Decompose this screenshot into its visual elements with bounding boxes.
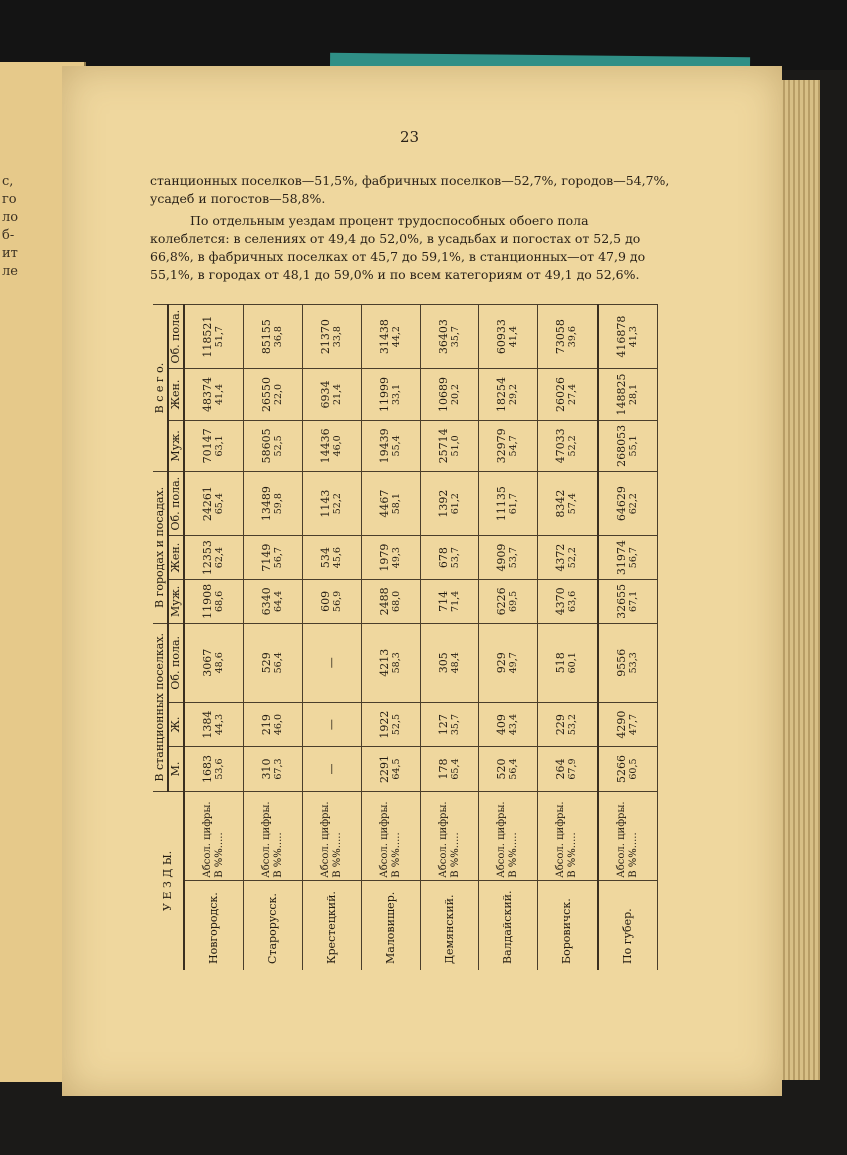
cell-abs: 4372 [554,543,568,572]
cell-pct: 56,9 [332,590,343,612]
table-cell [361,702,420,746]
cell-abs: 229 [554,714,568,736]
table-cell [598,369,658,420]
table-cell [598,702,658,746]
cell-abs: 73058 [554,319,568,355]
table-cell [538,305,598,369]
header-ob: Об. пола. [168,623,184,702]
table-cell [244,579,303,623]
cell-abs: 1979 [377,543,391,572]
cell-abs: 4467 [377,489,391,518]
cell-pct: 53,7 [508,547,520,569]
cell-pct: 53,6 [214,758,226,780]
cell-abs: 409 [495,714,509,736]
table-cell [184,369,244,420]
cell-abs: 6934 [319,380,332,409]
table-row [361,305,420,971]
table-cell [538,536,598,580]
cell-pct: 55,1 [627,435,639,457]
table-cell [184,420,244,471]
table-cell [361,420,420,471]
cell-pct: 51,7 [214,326,226,348]
table-row [538,305,598,971]
cell-pct: 36,8 [273,326,285,348]
cell-abs: 6226 [495,587,509,616]
cell-abs: 1384 [201,710,215,739]
left-margin-text: ит [2,246,18,261]
category-pct: В %%..... [273,832,285,878]
table-cell [598,536,658,580]
table-cell [303,747,362,791]
table-cell [303,536,362,580]
cell-abs: 6340 [260,587,274,616]
cell-abs: 2291 [377,755,391,784]
category-pct: В %%..... [214,832,226,878]
header-towns: В городах и посадах. [153,472,168,624]
cell-abs: 518 [554,652,568,674]
cell-abs: 1392 [436,489,450,518]
cell-pct: 44,2 [390,326,402,348]
cell-abs: 47033 [554,428,568,464]
table-cell [420,305,479,369]
category-abs: Абсол. цифры. [320,801,331,878]
cell-abs: — [325,719,338,731]
table-cell [420,747,479,791]
cell-pct: 63,6 [567,590,579,612]
table-cell [244,747,303,791]
table-cell [479,579,538,623]
cell-abs: 118521 [201,315,215,358]
table-row-total [598,305,658,971]
table-cell [303,702,362,746]
cell-abs: 3067 [201,648,215,677]
cell-pct: 41,4 [214,383,226,406]
cell-abs: 26550 [260,376,274,412]
table-cell [420,536,479,580]
header-ob: Об. пола. [168,305,184,369]
table-body [184,305,658,971]
cell-abs: 14436 [319,428,332,464]
cell-abs: 529 [260,652,274,674]
table-cell [184,305,244,369]
table-cell [184,536,244,580]
category-pct: В %%..... [390,832,402,878]
cell-pct: 21,4 [332,383,343,406]
cell-abs: 31974 [614,540,628,576]
cell-pct: 48,6 [214,652,226,674]
cell-pct: 65,4 [214,493,226,515]
cell-pct: 41,4 [508,326,520,348]
cell-abs: 32655 [614,583,628,619]
category-abs: Абсол. цифры. [615,801,627,878]
table-cell [303,420,362,471]
category-label [184,791,244,880]
cell-abs: 11908 [201,583,215,619]
cell-pct: 39,6 [567,326,579,348]
category-abs: Абсол. цифры. [555,801,567,878]
cell-abs: 36403 [436,319,450,355]
cell-abs: 4909 [495,543,509,572]
cell-pct: 58,1 [390,493,402,515]
cell-abs: 678 [436,547,450,569]
cell-pct: 56,7 [627,547,639,569]
cell-abs: 64629 [614,486,628,522]
header-muzh: Муж. [168,579,184,623]
header-uezdy: У Е З Д Ы. [153,791,184,970]
cell-pct: 53,7 [449,547,461,569]
table-cell [420,472,479,536]
table-row [244,305,303,971]
cell-pct: 20,2 [449,383,461,406]
uezd-name: Новгородск. [184,880,244,970]
cell-abs: 9556 [614,648,628,677]
cell-pct: 53,2 [567,713,579,736]
category-label [303,791,362,880]
category-label [361,791,420,880]
table-cell [479,702,538,746]
cell-pct: 49,3 [390,547,402,569]
cell-abs: 7149 [260,543,274,572]
table-cell [303,369,362,420]
table-cell [479,747,538,791]
cell-abs: 31438 [377,319,391,355]
cell-abs: 609 [319,590,332,612]
category-pct: В %%..... [449,832,461,878]
table-cell [538,579,598,623]
left-margin-text: ле [2,264,18,279]
table-cell [184,579,244,623]
cell-pct: 44,3 [214,713,226,736]
cell-abs: 11135 [495,486,509,522]
cell-abs: 18254 [495,376,509,412]
paragraph: По отдельным уездам процент трудоспособных обоего пола колеблется: в селениях от 49,4 до 52,0%, в усадьбах и погостах от 52,5 до 66,8%, в фабричных поселках от 45,7 до 59,1%, в станционных—от 47,9 до 55,1%, в городах от 48,1 до 59,0% и по всем категориям от 49,1 до 52,6%. [150,213,646,282]
cell-pct: 58,3 [390,652,402,674]
left-margin-text: б- [2,228,15,243]
table-cell [598,623,658,702]
cell-abs: 4370 [554,587,568,616]
cell-abs: 127 [436,714,450,736]
table-cell [538,369,598,420]
cell-pct: 35,7 [449,713,461,736]
table-cell [479,472,538,536]
table-cell [598,420,658,471]
table-cell [361,472,420,536]
statistics-table-rotated [153,304,658,970]
cell-abs: 48374 [201,376,215,412]
cell-abs: 178 [436,758,450,780]
cell-pct: 33,8 [332,326,343,348]
cell-abs: 13489 [260,486,274,522]
table-cell [598,472,658,536]
cell-pct: 41,3 [627,326,639,348]
table-cell [244,305,303,369]
category-pct: В %%..... [627,832,639,878]
table-row [420,305,479,971]
cell-abs: 4290 [614,710,628,739]
cell-pct: 48,4 [449,652,461,674]
header-zhen: Жен. [168,369,184,420]
cell-pct: 45,6 [332,547,343,569]
cell-abs: — [325,657,338,669]
cell-pct: 56,4 [508,758,520,780]
cell-pct: 65,4 [449,758,461,780]
table-row [479,305,538,971]
cell-pct: 67,3 [273,758,285,780]
header-m: М. [168,747,184,791]
table-cell [361,536,420,580]
table-cell [361,305,420,369]
cell-abs: — [325,763,338,775]
cell-pct: 29,2 [508,383,520,406]
table-cell [538,747,598,791]
category-label [598,791,658,880]
cell-pct: 52,5 [390,713,402,736]
cell-abs: 520 [495,758,509,780]
cell-pct: 35,7 [449,326,461,348]
cell-abs: 310 [260,758,274,780]
table-cell [479,305,538,369]
cell-abs: 1683 [201,755,215,784]
category-abs: Абсол. цифры. [261,801,273,878]
cell-pct: 64,4 [273,590,285,612]
cell-abs: 4213 [377,648,391,677]
table-cell [184,623,244,702]
table-cell [538,472,598,536]
cell-pct: 62,4 [214,547,226,569]
cell-pct: 55,4 [390,435,402,457]
cell-abs: 24261 [201,486,215,522]
table-cell [244,623,303,702]
cell-abs: 58605 [260,428,274,464]
cell-pct: 46,0 [273,713,285,736]
cell-pct: 60,1 [567,652,579,674]
cell-pct: 64,5 [390,758,402,780]
header-zh: Ж. [168,702,184,746]
category-abs: Абсол. цифры. [378,801,390,878]
cell-abs: 1143 [319,489,332,518]
cell-abs: 12353 [201,540,215,576]
cell-pct: 22,0 [273,383,285,406]
cell-pct: 67,1 [627,590,639,612]
statistics-table [153,304,658,970]
cell-abs: 19439 [377,428,391,464]
uezd-name: Маловишер. [361,880,420,970]
cell-abs: 11999 [377,376,391,412]
paragraph: станционных поселков—51,5%, фабричных поселков—52,7%, городов—54,7%, усадеб и погостов—58,8%. [150,173,670,206]
category-label [479,791,538,880]
table-cell [303,623,362,702]
uezd-name: Демянский. [420,880,479,970]
table-row [303,305,362,971]
left-margin-text: го [2,192,17,207]
cell-abs: 8342 [554,489,568,518]
cell-pct: 56,7 [273,547,285,569]
cell-pct: 68,6 [214,590,226,612]
table-cell [420,623,479,702]
category-pct: В %%..... [508,832,520,878]
table-cell [184,702,244,746]
cell-abs: 85155 [260,319,274,355]
uezd-name: По губер. [598,880,658,970]
uezd-name: Валдайский. [479,880,538,970]
cell-pct: 47,7 [627,713,639,736]
cell-abs: 2488 [377,587,391,616]
cell-pct: 53,3 [627,652,639,674]
table-cell [361,623,420,702]
table-cell [538,420,598,471]
table-cell [244,420,303,471]
cell-pct: 27,4 [567,383,579,406]
left-margin-text: с, [2,174,14,189]
table-cell [420,579,479,623]
cell-pct: 61,2 [449,493,461,515]
header-stations: В станционных поселках. [153,623,168,791]
header-total: В с е г о. [153,305,168,472]
table-cell [244,536,303,580]
cell-pct: 43,4 [508,713,520,736]
cell-pct: 54,7 [508,435,520,457]
table-cell [538,623,598,702]
cell-pct: 69,5 [508,590,520,612]
cell-abs: 60933 [495,319,509,355]
table-cell [244,369,303,420]
category-label [244,791,303,880]
cell-abs: 21370 [319,319,332,355]
cell-pct: 52,2 [567,435,579,457]
cell-abs: 534 [319,547,332,569]
table-cell [184,747,244,791]
cell-pct: 61,7 [508,493,520,515]
cell-pct: 52,2 [332,493,343,515]
cell-pct: 33,1 [390,383,402,406]
table-cell [244,702,303,746]
page-number: 23 [400,128,420,146]
cell-abs: 26026 [554,376,568,412]
category-pct: В %%..... [332,832,343,878]
table-cell [420,420,479,471]
cell-pct: 62,2 [627,493,639,515]
table-cell [479,623,538,702]
table-cell [479,369,538,420]
cell-pct: 71,4 [449,590,461,612]
cell-abs: 268053 [614,424,628,467]
cell-pct: 59,8 [273,493,285,515]
cell-pct: 56,4 [273,652,285,674]
cell-abs: 929 [495,652,509,674]
cell-abs: 10689 [436,376,450,412]
left-margin-text: ло [2,210,19,225]
cell-abs: 714 [436,590,450,612]
cell-pct: 57,4 [567,493,579,515]
cell-pct: 52,2 [567,547,579,569]
header-zhen: Жен. [168,536,184,580]
cell-abs: 148825 [614,373,628,416]
cell-abs: 264 [554,758,568,780]
table-cell [420,369,479,420]
cell-abs: 5266 [614,755,628,784]
cell-abs: 32979 [495,428,509,464]
cell-abs: 305 [436,652,450,674]
uezd-name: Старорусск. [244,880,303,970]
uezd-name: Боровичск. [538,880,598,970]
cell-pct: 63,1 [214,435,226,457]
category-label [538,791,598,880]
table-cell [598,747,658,791]
cell-pct: 46,0 [332,435,343,457]
cell-abs: 219 [260,714,274,736]
table-cell [184,472,244,536]
table-cell [361,747,420,791]
cell-pct: 68,0 [390,590,402,612]
category-label [420,791,479,880]
cell-pct: 52,5 [273,435,285,457]
category-abs: Абсол. цифры. [202,801,214,878]
category-abs: Абсол. цифры. [437,801,449,878]
cell-pct: 67,9 [567,758,579,780]
category-abs: Абсол. цифры. [496,801,508,878]
cell-pct: 28,1 [627,383,639,406]
table-cell [303,472,362,536]
table-cell [361,369,420,420]
table-cell [303,579,362,623]
table-cell [598,305,658,369]
cell-abs: 70147 [201,428,215,464]
header-muzh: Муж. [168,420,184,471]
table-cell [361,579,420,623]
table-cell [598,579,658,623]
cell-abs: 25714 [436,428,450,464]
table-cell [479,536,538,580]
category-pct: В %%..... [567,832,579,878]
table-cell [244,472,303,536]
header-ob: Об. пола. [168,472,184,536]
cell-pct: 51,0 [449,435,461,457]
table-cell [303,305,362,369]
table-cell [479,420,538,471]
table-cell [538,702,598,746]
uezd-name: Крестецкий. [303,880,362,970]
table-cell [420,702,479,746]
cell-abs: 416878 [614,315,628,358]
cell-pct: 60,5 [627,758,639,780]
cell-pct: 49,7 [508,652,520,674]
cell-abs: 1922 [377,710,391,739]
table-row [184,305,244,971]
